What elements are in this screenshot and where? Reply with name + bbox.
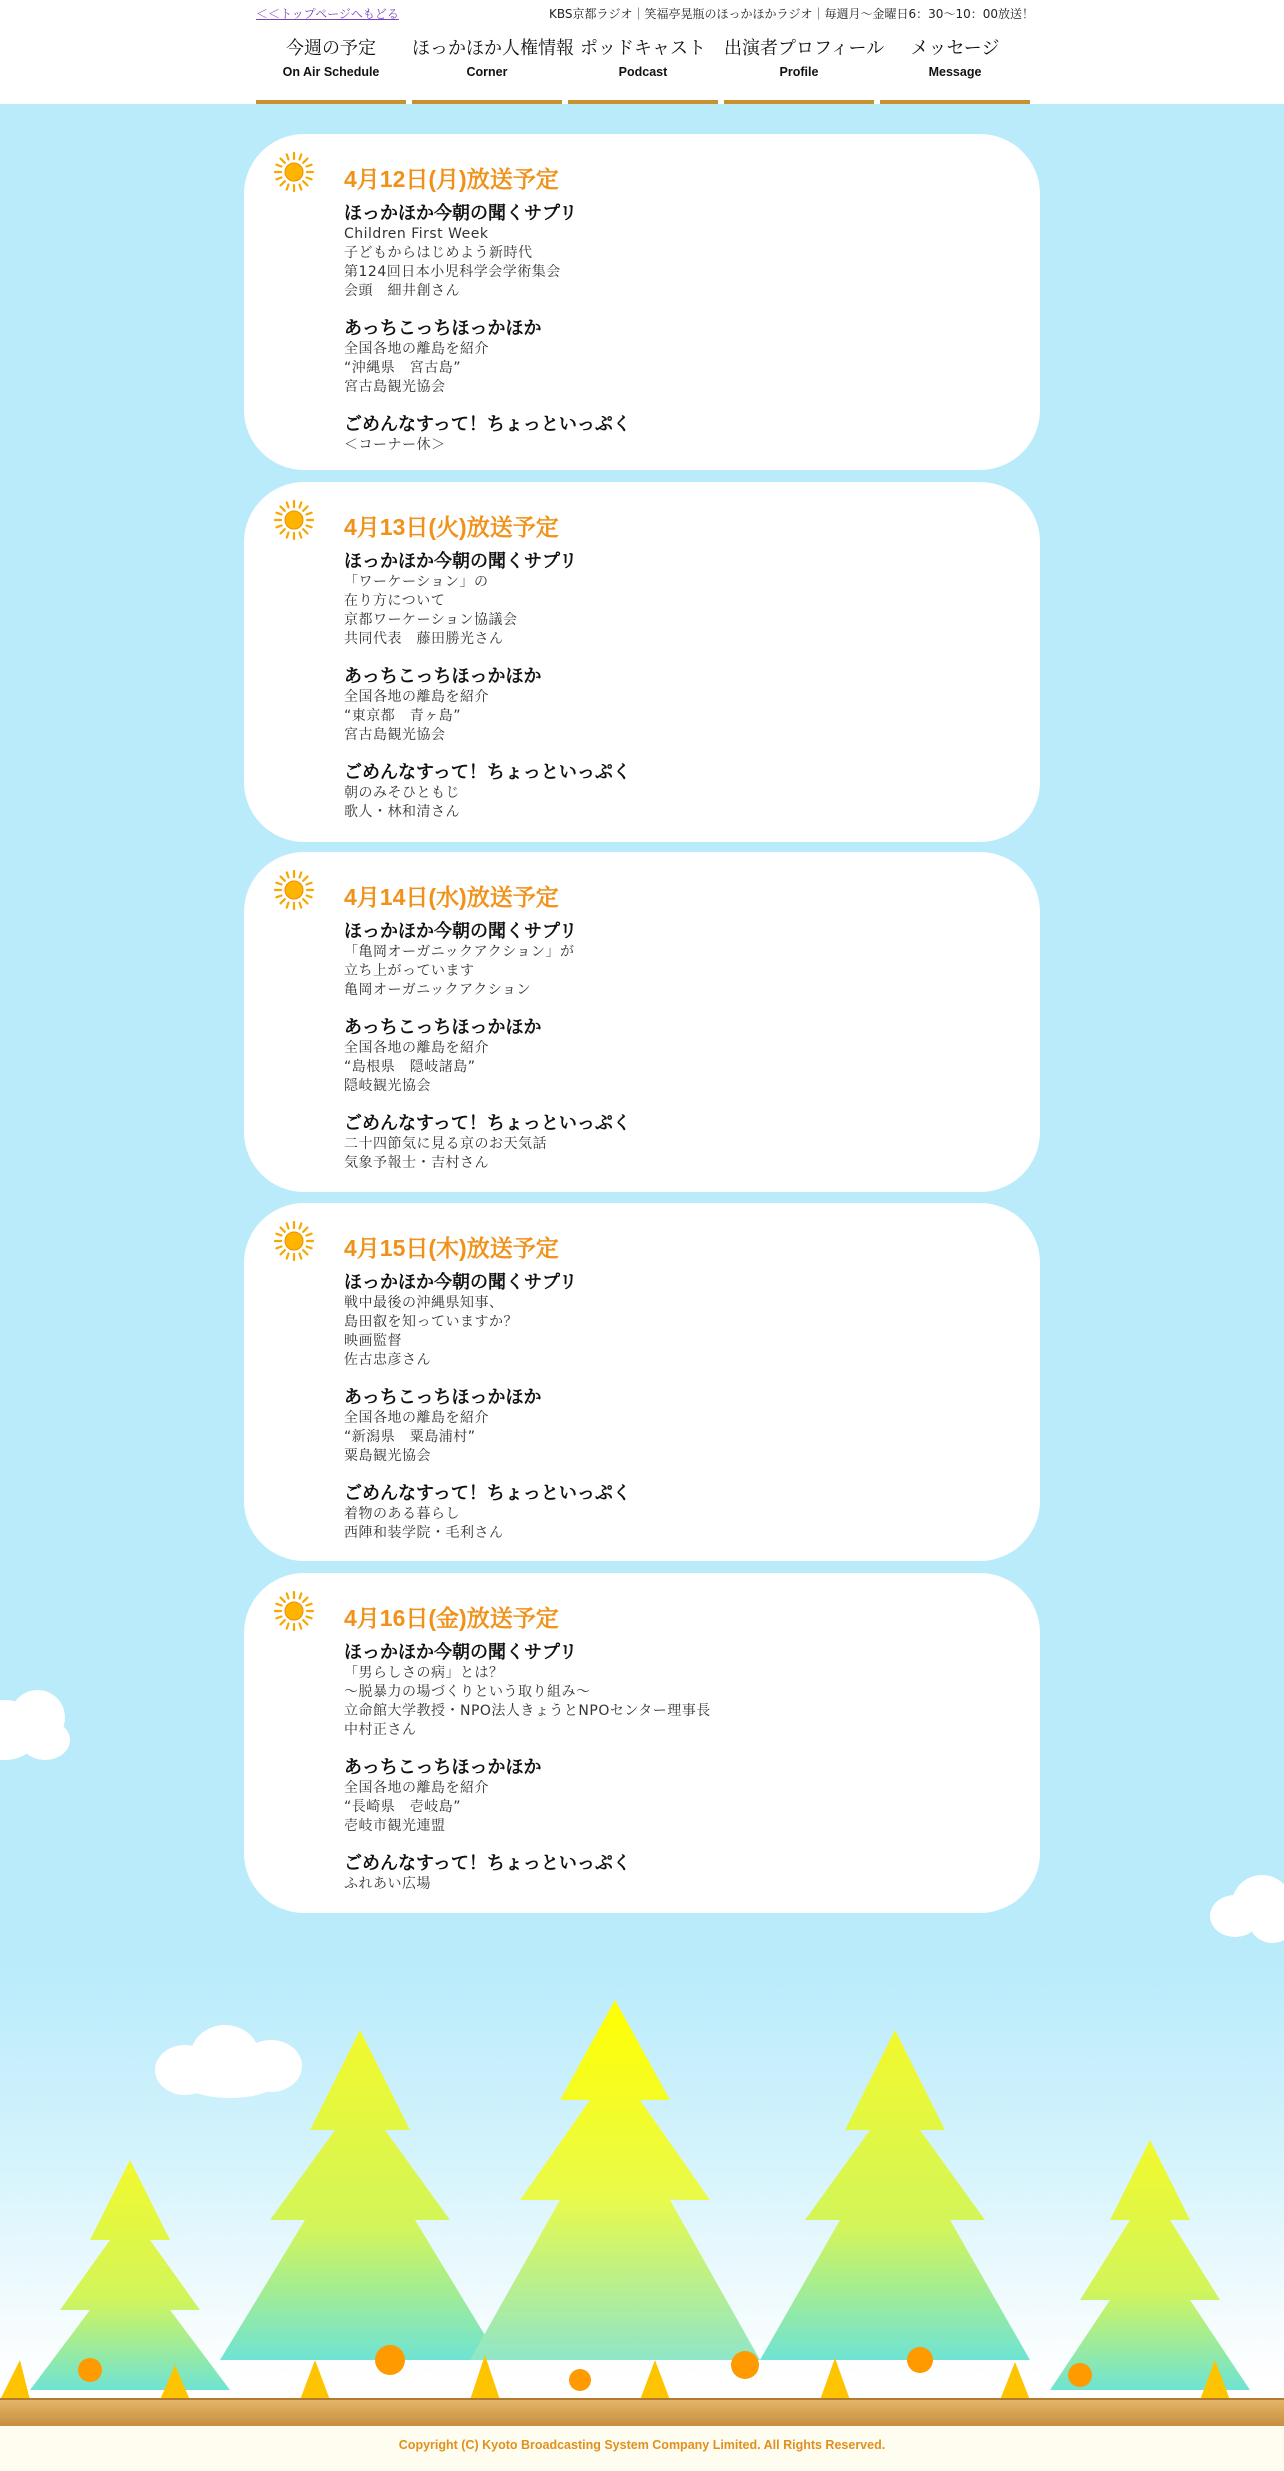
broadcast-date: 4月16日(金)放送予定 bbox=[344, 1605, 559, 1631]
nav-label-en: Podcast bbox=[618, 65, 668, 79]
nav-profile[interactable] bbox=[724, 30, 885, 104]
segment-gomen-nasutte bbox=[344, 414, 1000, 455]
nav-label-ja: 今週の予定 bbox=[286, 38, 376, 59]
segment-line: 「男らしさの病」とは？ bbox=[344, 1665, 504, 1681]
segment-line: “沖縄県 宮古島” bbox=[344, 360, 462, 376]
segment-line: 宮古島観光協会 bbox=[344, 727, 446, 743]
tree-icon bbox=[220, 2030, 500, 2360]
segment-gomen-nasutte bbox=[344, 1113, 1000, 1173]
segment-line: 共同代表 藤田勝光さん bbox=[344, 631, 504, 647]
segment-line: 二十四節気に見る京のお天気話 bbox=[344, 1136, 547, 1152]
schedule-card-thu bbox=[244, 1203, 1040, 1561]
main-nav bbox=[256, 30, 1030, 104]
segment-line: 歌人・林和清さん bbox=[344, 804, 460, 820]
segment-acchi-kocchi bbox=[344, 1757, 1000, 1836]
nav-underline bbox=[724, 100, 874, 104]
segment-gomen-nasutte bbox=[344, 1853, 1000, 1894]
segment-line: 西陣和装学院・毛利さん bbox=[344, 1525, 504, 1541]
broadcast-date: 4月15日(木)放送予定 bbox=[344, 1235, 559, 1261]
segment-title: あっちこっちほっかほか bbox=[344, 666, 542, 687]
segment-title: ほっかほか今朝の聞くサプリ bbox=[344, 551, 578, 572]
segment-line: 佐古忠彦さん bbox=[344, 1352, 431, 1368]
segment-line: 「ワーケーション」の bbox=[344, 574, 489, 590]
segment-line: 立ち上がっています bbox=[344, 963, 475, 979]
segment-line: 会頭 細井創さん bbox=[344, 283, 460, 299]
segment-title: あっちこっちほっかほか bbox=[344, 318, 542, 339]
nav-label-ja: メッセージ bbox=[910, 38, 1000, 59]
segment-title: ごめんなすって！ちょっといっぷく bbox=[344, 1113, 631, 1134]
schedule-card-fri bbox=[244, 1573, 1040, 1913]
nav-label-ja: ほっかほか人権情報 bbox=[412, 38, 574, 59]
schedule-card-wed bbox=[244, 852, 1040, 1192]
segment-acchi-kocchi bbox=[344, 318, 1000, 397]
nav-label-ja: ポッドキャスト bbox=[580, 38, 706, 59]
segment-line: “新潟県 粟島浦村” bbox=[344, 1429, 476, 1445]
segment-line: 着物のある暮らし bbox=[344, 1506, 460, 1522]
page-header bbox=[0, 0, 1284, 104]
sun-icon bbox=[274, 500, 314, 540]
segment-gomen-nasutte bbox=[344, 762, 1000, 822]
segment-line: 朝のみそひともじ bbox=[344, 785, 460, 801]
segment-line: 隠岐観光協会 bbox=[344, 1078, 431, 1094]
segment-kiku-supuri bbox=[344, 551, 1000, 649]
nav-podcast[interactable] bbox=[568, 30, 718, 104]
back-to-top-link[interactable]: ＜＜トップページへもどる bbox=[256, 7, 399, 21]
wooden-ground bbox=[0, 2398, 1284, 2428]
nav-underline bbox=[412, 100, 562, 104]
segment-line: 全国各地の離島を紹介 bbox=[344, 1040, 489, 1056]
segment-acchi-kocchi bbox=[344, 666, 1000, 745]
sun-icon bbox=[274, 1221, 314, 1261]
segment-line: 粟島観光協会 bbox=[344, 1448, 431, 1464]
schedule-card-tue bbox=[244, 482, 1040, 842]
nav-label-en: Corner bbox=[466, 65, 508, 79]
copyright-text: Copyright (C) Kyoto Broadcasting System Company Limited. All Rights Reserved. bbox=[398, 2438, 886, 2452]
broadcast-date: 4月14日(水)放送予定 bbox=[344, 884, 559, 910]
segment-line: ＜コーナー休＞ bbox=[344, 437, 446, 453]
page-footer bbox=[0, 2426, 1284, 2471]
segment-line: 中村正さん bbox=[344, 1722, 417, 1738]
segment-title: ごめんなすって！ちょっといっぷく bbox=[344, 1853, 631, 1874]
segment-line: 壱岐市観光連盟 bbox=[344, 1818, 446, 1834]
segment-line: 全国各地の離島を紹介 bbox=[344, 1780, 489, 1796]
segment-title: ほっかほか今朝の聞くサプリ bbox=[344, 203, 578, 224]
nav-on-air-schedule[interactable] bbox=[256, 30, 406, 104]
segment-line: 亀岡オーガニックアクション bbox=[344, 982, 531, 998]
segment-line: 映画監督 bbox=[344, 1333, 402, 1349]
cloud-decoration-left bbox=[0, 1680, 80, 1770]
segment-title: ほっかほか今朝の聞くサプリ bbox=[344, 1642, 578, 1663]
segment-line: ふれあい広場 bbox=[344, 1876, 431, 1892]
segment-line: 在り方について bbox=[344, 593, 446, 609]
nav-label-en: Profile bbox=[779, 65, 819, 79]
segment-line: 全国各地の離島を紹介 bbox=[344, 689, 489, 705]
segment-title: あっちこっちほっかほか bbox=[344, 1387, 542, 1408]
segment-line: “東京都 青ヶ島” bbox=[344, 708, 462, 724]
segment-title: ほっかほか今朝の聞くサプリ bbox=[344, 921, 578, 942]
schedule-card-mon bbox=[244, 134, 1040, 470]
sun-icon bbox=[274, 1591, 314, 1631]
sun-icon bbox=[274, 152, 314, 192]
nav-message[interactable] bbox=[880, 30, 1030, 104]
nav-label-en: Message bbox=[928, 65, 982, 79]
segment-kiku-supuri bbox=[344, 921, 1000, 1000]
broadcast-date: 4月12日(月)放送予定 bbox=[344, 166, 559, 192]
broadcast-date: 4月13日(火)放送予定 bbox=[344, 514, 559, 540]
nav-underline bbox=[568, 100, 718, 104]
segment-title: ほっかほか今朝の聞くサプリ bbox=[344, 1272, 578, 1293]
segment-acchi-kocchi bbox=[344, 1387, 1000, 1466]
tree-icon bbox=[470, 2000, 760, 2360]
cloud-decoration-right bbox=[1210, 1870, 1284, 1950]
station-tagline: KBS京都ラジオ｜笑福亭晃瓶のほっかほかラジオ｜毎週月～金曜日6：30～10：00放送！ bbox=[549, 7, 1034, 21]
segment-title: あっちこっちほっかほか bbox=[344, 1757, 542, 1778]
nav-corner[interactable] bbox=[412, 30, 574, 104]
segment-line: “島根県 隠岐諸島” bbox=[344, 1059, 476, 1075]
segment-title: ごめんなすって！ちょっといっぷく bbox=[344, 414, 631, 435]
nav-underline bbox=[880, 100, 1030, 104]
segment-line: 「亀岡オーガニックアクション」が bbox=[344, 944, 575, 960]
segment-line: ～脱暴力の場づくりという取り組み～ bbox=[344, 1684, 591, 1700]
segment-acchi-kocchi bbox=[344, 1017, 1000, 1096]
segment-line: 第124回日本小児科学会学術集会 bbox=[344, 264, 561, 280]
segment-line: 子どもからはじめよう新時代 bbox=[344, 245, 533, 261]
nav-underline bbox=[256, 100, 406, 104]
segment-title: ごめんなすって！ちょっといっぷく bbox=[344, 762, 631, 783]
tree-icon bbox=[1050, 2140, 1250, 2390]
segment-line: 宮古島観光協会 bbox=[344, 379, 446, 395]
segment-kiku-supuri bbox=[344, 1272, 1000, 1370]
segment-line: 戦中最後の沖縄県知事、 bbox=[344, 1295, 504, 1311]
segment-kiku-supuri bbox=[344, 203, 1000, 301]
segment-line: 島田叡を知っていますか？ bbox=[344, 1314, 518, 1330]
segment-line: 全国各地の離島を紹介 bbox=[344, 341, 489, 357]
sun-icon bbox=[274, 870, 314, 910]
tree-icon bbox=[30, 2160, 230, 2390]
nav-label-en: On Air Schedule bbox=[282, 65, 380, 79]
forest-illustration bbox=[0, 1960, 1284, 2430]
segment-line: 気象予報士・吉村さん bbox=[344, 1155, 489, 1171]
segment-line: 立命館大学教授・NPO法人きょうとNPOセンター理事長 bbox=[344, 1703, 711, 1719]
segment-line: Children First Week bbox=[344, 226, 489, 242]
tree-icon bbox=[760, 2030, 1030, 2360]
segment-title: あっちこっちほっかほか bbox=[344, 1017, 542, 1038]
segment-gomen-nasutte bbox=[344, 1483, 1000, 1543]
segment-line: “長崎県 壱岐島” bbox=[344, 1799, 462, 1815]
segment-kiku-supuri bbox=[344, 1642, 1000, 1740]
segment-line: 京都ワーケーション協議会 bbox=[344, 612, 518, 628]
segment-title: ごめんなすって！ちょっといっぷく bbox=[344, 1483, 631, 1504]
segment-line: 全国各地の離島を紹介 bbox=[344, 1410, 489, 1426]
nav-label-ja: 出演者プロフィール bbox=[724, 38, 885, 59]
